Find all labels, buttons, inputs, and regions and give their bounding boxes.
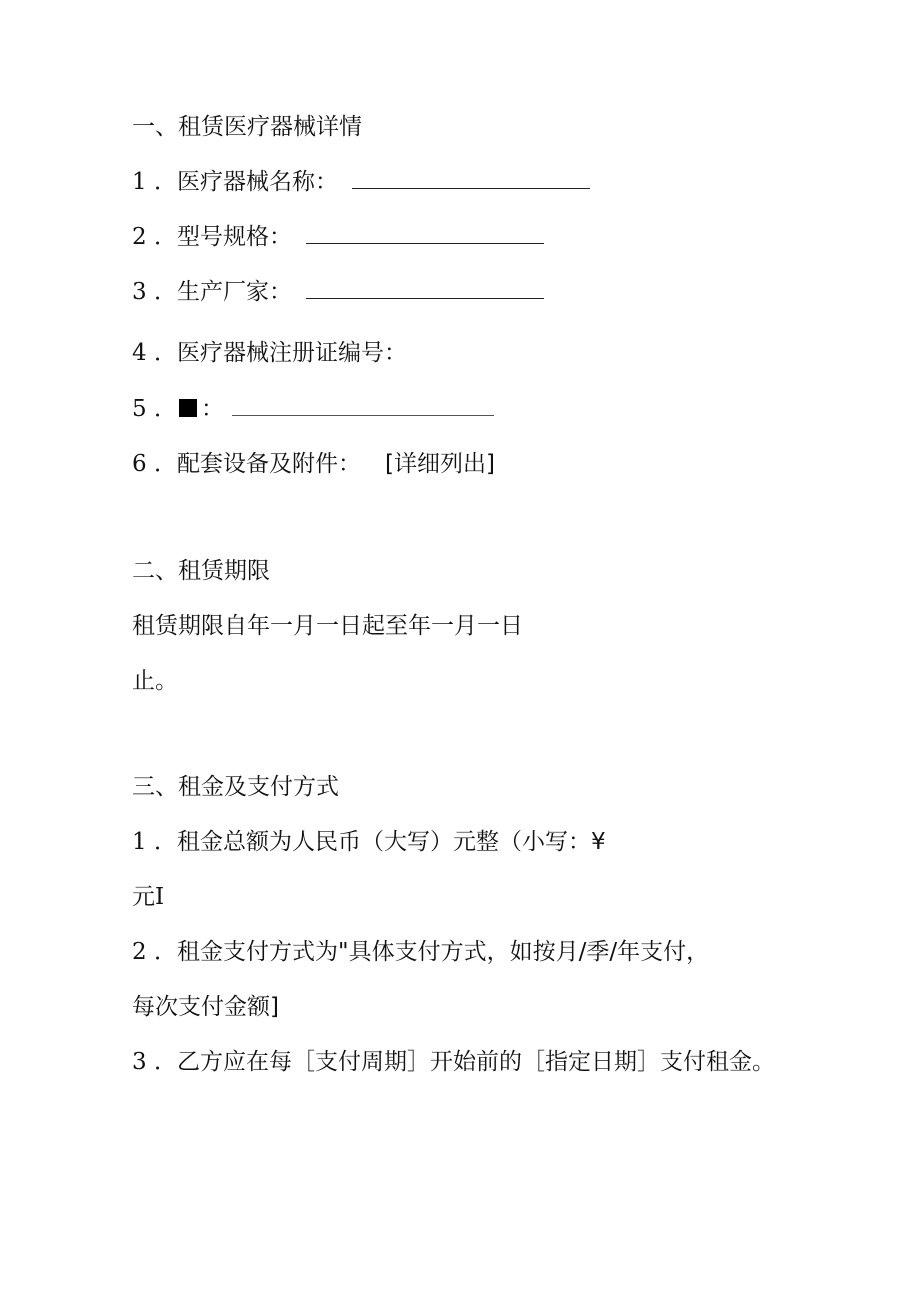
section3-heading: 三、租金及支付方式 xyxy=(132,774,339,800)
section3-item-1-cont: 元I xyxy=(132,884,165,910)
section3-item-2-cont: 每次支付金额] xyxy=(132,994,279,1020)
section1-heading: 一、租赁医疗器械详情 xyxy=(132,114,362,140)
section3-item-3: 3 ．乙方应在每［支付周期］开始前的［指定日期］支付租金。 xyxy=(132,1049,775,1075)
manufacturer-blank[interactable] xyxy=(306,278,544,299)
section2-heading: 二、租赁期限 xyxy=(132,558,270,584)
item5-blank[interactable] xyxy=(232,395,494,416)
section1-item-4: 4 ．医疗器械注册证编号： xyxy=(132,340,407,366)
section1-item-3: 3 ．生产厂家： xyxy=(132,277,544,307)
lease-term-line-1: 租赁期限自年一月一日起至年一月一日 xyxy=(132,613,523,639)
section3-item-2: 2 ．租金支付方式为"具体支付方式，如按月/季/年支付， xyxy=(132,939,710,965)
section3-item-1: 1 ．租金总额为人民币（大写）元整（小写：¥ xyxy=(132,829,606,855)
lease-term-line-2: 止。 xyxy=(132,668,178,694)
model-spec-blank[interactable] xyxy=(306,223,544,244)
section1-item-2: 2 ．型号规格： xyxy=(132,222,544,252)
black-square-icon xyxy=(179,399,197,417)
section1-item-1: 1 ．医疗器械名称： xyxy=(132,167,590,197)
section1-item-5: 5 ． ： xyxy=(132,394,494,424)
section1-item-6: 6 ．配套设备及附件： [详细列出] xyxy=(132,451,495,477)
device-name-blank[interactable] xyxy=(352,168,590,189)
